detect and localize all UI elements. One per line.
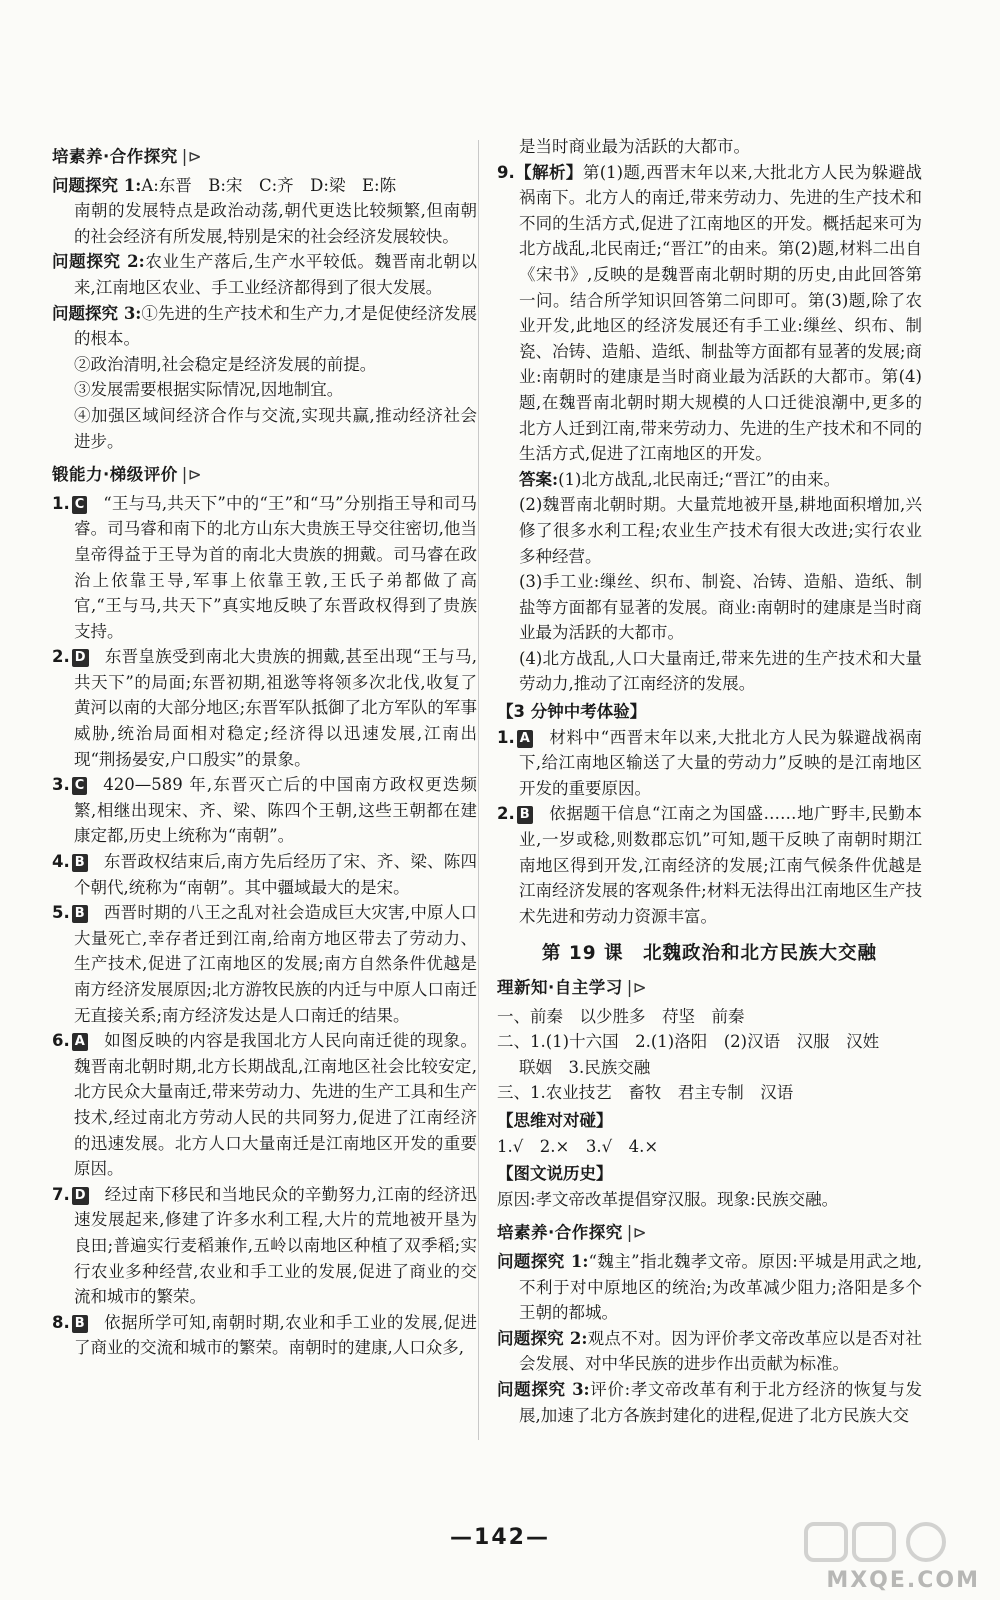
section-title-new-knowledge: 理新知·自主学习 |⊳ — [497, 978, 648, 997]
section-title-picture-history: 【图文说历史】 — [497, 1164, 613, 1184]
answer-item: 4. B 东晋政权结束后,南方先后经历了宋、齐、梁、陈四个朝代,统称为“南朝”。其中疆域最大的是宋。 — [52, 852, 477, 897]
inquiry-1: 问题探究 1:“魏主”指北魏孝文帝。原因:平城是用武之地,不利于对中原地区的统治;为改革减少阻力;洛阳是多个王朝的都城。 — [497, 1251, 922, 1323]
arrow-icon: |⊳ — [181, 465, 203, 485]
left-column — [52, 136, 477, 1361]
knowledge-line: 二、1.(1)十六国 2.(1)洛阳 (2)汉语 汉服 汉姓 — [497, 1032, 880, 1052]
answer-item: 2. D 东晋皇族受到南北大贵族的拥戴,甚至出现“王与马,共天下”的局面;东晋初期,祖逖等将领多次北伐,收复了黄河以南的大部分地区;东晋军队抵御了北方军队的军事威胁,统治局面相对稳定;经济得以迅速发展,江南出现“荆扬晏安,户口殷实”的景象。 — [52, 647, 477, 769]
picture-history-answer: 原因:孝文帝改革提倡穿汉服。现象:民族交融。 — [497, 1189, 839, 1209]
answer-item: 1. C “王与马,共天下”中的“王”和“马”分别指王导和司马睿。司马睿和南下的北方山东大贵族王导交往密切,他当皇帝得益于王导为首的南北大贵族的拥戴。司马睿在政治上依靠王导,军事上依靠王敦,王氏子弟都做了高官,“王与马,共天下”真实地反映了东晋政权得到了贵族支持。 — [52, 493, 477, 641]
knowledge-line: 一、前秦 以少胜多 苻坚 前秦 — [497, 1006, 745, 1026]
knowledge-line: 联姻 3.民族交融 — [519, 1057, 651, 1077]
answer-item: 5. B 西晋时期的八王之乱对社会造成巨大灾害,中原人口大量死亡,幸存者迁到江南,给南方地区带去了劳动力、生产技术,促进了江南地区的发展;南方自然条件优越是南方经济发展原因;北方游牧民族的内迁与中原人口南迁无直接关系;南方经济发达是人口南迁的结果。 — [52, 903, 477, 1025]
page-number: —142— — [450, 1525, 550, 1550]
section-title-cooperative-inquiry: 培素养·合作探究 |⊳ — [52, 147, 203, 166]
knowledge-line: 三、1.农业技艺 畜牧 君主专制 汉语 — [497, 1083, 794, 1103]
thinking-answers: 1.√ 2.× 3.√ 4.× — [497, 1136, 659, 1156]
arrow-icon: |⊳ — [626, 978, 648, 997]
lesson-title: 第 19 课 北魏政治和北方民族大交融 — [541, 943, 878, 965]
inquiry-2: 问题探究 2:农业生产落后,生产水平较低。魏晋南北朝以来,江南地区农业、手工业经济都得到了很大发展。 — [52, 252, 477, 297]
answer-letter-badge: A — [517, 730, 533, 748]
inquiry-3-item: ③发展需要根据实际情况,因地制宜。 — [74, 380, 344, 400]
answer-9-key-item: (3)手工业:缫丝、织布、制瓷、冶铸、造船、造纸、制盐等方面都有显著的发展。商业:南朝时的建康是当时商业最为活跃的大都市。 — [519, 572, 922, 643]
section-title-thinking: 【思维对对碰】 — [497, 1110, 613, 1130]
answer-item: 6. A 如图反映的内容是我国北方人民向南迁徙的现象。魏晋南北朝时期,北方长期战乱,江南地区社会比较安定,北方民众大量南迁,带来劳动力、先进的生产工具和生产技术,经过南北方劳动人民的共同努力,促进了江南经济的迅速发展。北方人口大量南迁是江南地区开发的重要原因。 — [52, 1031, 477, 1179]
right-column — [497, 134, 922, 1428]
answer-letter-badge: B — [72, 1315, 88, 1333]
answer-item: 7. D 经过南下移民和当地民众的辛勤努力,江南的经济迅速发展起来,修建了许多水利工程,大片的荒地被开垦为良田;普遍实行麦稻兼作,五岭以南地区种植了双季稻;实行农业多种经营,农业和手工业的发展,促进了商业的交流和城市的繁荣。 — [52, 1184, 477, 1307]
answer-letter-badge: C — [72, 777, 88, 795]
section-title-exam-experience: 【3 分钟中考体验】 — [497, 702, 647, 722]
answer-letter-badge: B — [517, 806, 533, 824]
watermark-text: MXQE.COM — [826, 1568, 980, 1594]
inquiry-3-item: ④加强区域间经济合作与交流,实现共赢,推动经济社会进步。 — [74, 405, 477, 451]
answer-8-continued: 是当时商业最为活跃的大都市。 — [519, 137, 750, 156]
answer-letter-badge: D — [72, 1187, 89, 1205]
arrow-icon: |⊳ — [626, 1223, 648, 1243]
column-divider — [478, 140, 479, 1440]
answer-letter-badge: C — [72, 496, 88, 514]
inquiry-1: 问题探究 1:A:东晋 B:宋 C:齐 D:梁 E:陈 — [52, 175, 397, 195]
answer-letter-badge: D — [72, 649, 89, 667]
answer-item: 3. C 420—589 年,东晋灭亡后的中国南方政权更迭频繁,相继出现宋、齐、梁、陈四个王朝,这些王朝都在建康定都,历史上统称为“南朝”。 — [52, 775, 477, 846]
answer-letter-badge: B — [72, 905, 88, 923]
answer-9-key: 答案:(1)北方战乱,北民南迁;“晋江”的由来。 — [519, 469, 841, 489]
answer-letter-badge: A — [72, 1033, 88, 1051]
arrow-icon: |⊳ — [181, 147, 203, 166]
exam-item: 2. B 依据题干信息“江南之为国盛……地广野丰,民勤本业,一岁或稔,则数郡忘饥”可知,题干反映了南朝时期江南地区得到开发,江南经济的发展;江南气候条件优越是江南经济发展的客观条件;材料无法得出江南地区生产技术先进和劳动力资源丰富。 — [497, 804, 922, 926]
section-title-cooperative-inquiry-2: 培素养·合作探究 |⊳ — [497, 1223, 648, 1243]
answer-letter-badge: B — [72, 854, 88, 872]
answer-9-analysis: 9.【解析】第(1)题,西晋末年以来,大批北方人民为躲避战祸南下。北方人的南迁,带来劳动力、先进的生产技术和不同的生活方式,促进了江南地区的开发。概括起来可为北方战乱,北民南迁;“晋江”的由来。第(2)题,材料二出自《宋书》,反映的是魏晋南北朝时期的历史,由此回答第一问。结合所学知识回答第二问即可。第(3)题,除了农业开发,此地区的经济发展还有手工业:缫丝、织布、制瓷、冶铸、造船、造纸、制盐等方面都有显著的发展;商业:南朝时的建康是当时商业最为活跃的大都市。第(4)题,在魏晋南北朝时期大规模的人口迁徙浪潮中,更多的北方人迁到江南,带来劳动力、先进的生产技术和不同的生活方式,促进了江南地区的开发。 — [497, 162, 922, 464]
section-title-ability-evaluation: 锻能力·梯级评价 |⊳ — [52, 465, 203, 485]
exam-item: 1. A 材料中“西晋末年以来,大批北方人民为躲避战祸南下,给江南地区输送了大量的劳动力”反映的是江南地区开发的重要原因。 — [497, 727, 922, 798]
answer-item: 8. B 依据所学可知,南朝时期,农业和手工业的发展,促进了商业的交流和城市的繁荣。南朝时的建康,人口众多, — [52, 1312, 477, 1358]
inquiry-3: 问题探究 3:评价:孝文帝改革有利于北方经济的恢复与发展,加速了北方各族封建化的进程,促进了北方民族大交 — [497, 1379, 922, 1425]
inquiry-3-item: ②政治清明,社会稳定是经济发展的前提。 — [74, 354, 377, 374]
inquiry-3: 问题探究 3:①先进的生产技术和生产力,才是促使经济发展的根本。 — [52, 303, 477, 349]
inquiry-2: 问题探究 2:观点不对。因为评价孝文帝改革应以是否对社会发展、对中华民族的进步作出贡献为标准。 — [497, 1328, 922, 1374]
inquiry-1-body: 南朝的发展特点是政治动荡,朝代更迭比较频繁,但南朝的社会经济有所发展,特别是宋的社会经济发展较快。 — [74, 201, 477, 246]
answer-9-key-item: (2)魏晋南北朝时期。大量荒地被开垦,耕地面积增加,兴修了很多水利工程;农业生产技术有很大改进;实行农业多种经营。 — [519, 495, 922, 566]
answer-9-key-item: (4)北方战乱,人口大量南迁,带来先进的生产技术和大量劳动力,推动了江南经济的发展。 — [519, 648, 922, 694]
